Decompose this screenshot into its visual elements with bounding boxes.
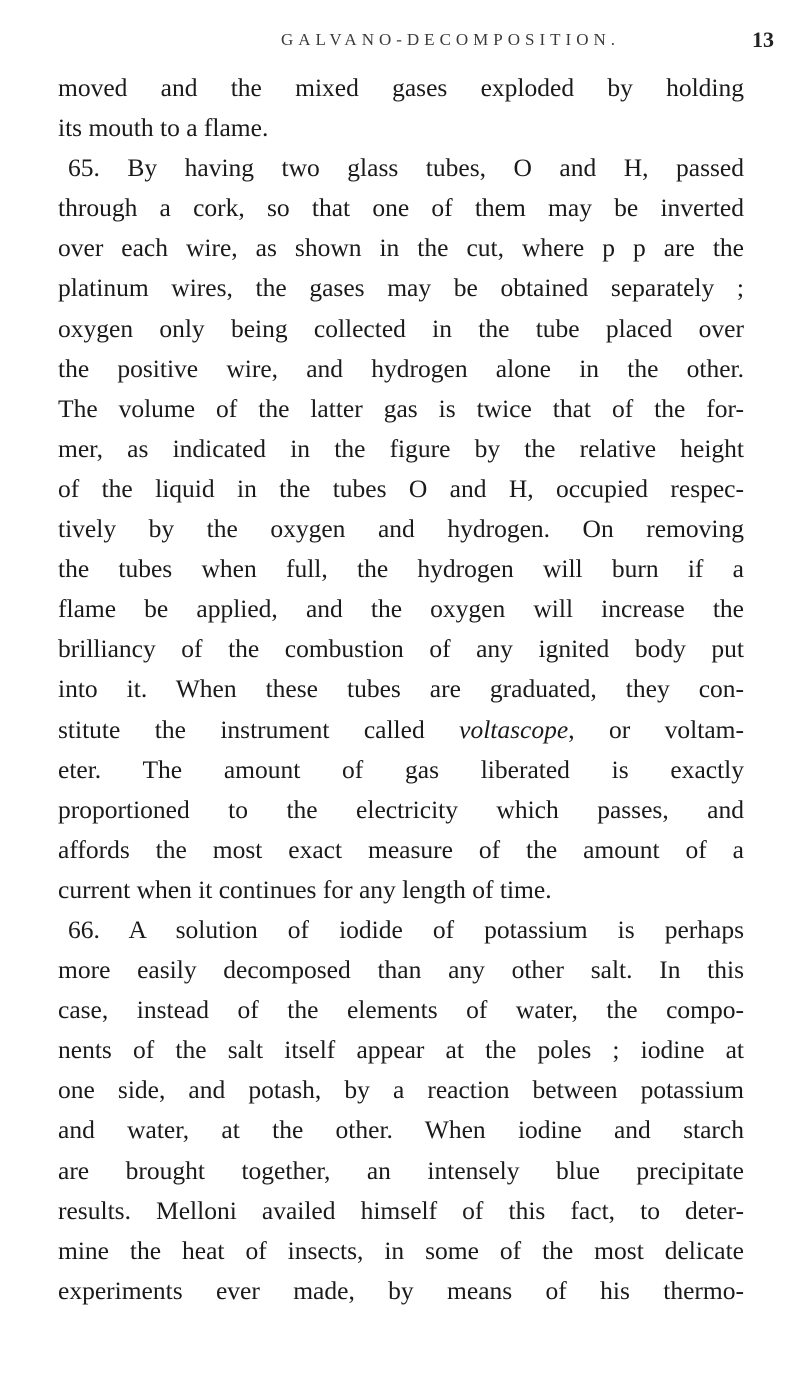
text-line: through a cork, so that one of them may be inverted xyxy=(58,193,744,223)
paragraph-65-start: 65. By having two glass tubes, O and H, passed xyxy=(68,153,744,183)
text-line: current when it continues for any length of time. xyxy=(58,874,552,904)
text-line: affords the most exact measure of the amount of a xyxy=(58,834,744,864)
text-line: brilliancy of the combustion of any ignited body put xyxy=(58,634,744,664)
page-number: 13 xyxy=(752,27,774,52)
text-line: are brought together, an intensely blue precipitate xyxy=(58,1155,744,1185)
body-text xyxy=(58,68,744,1311)
text-line-voltascope: stitute the instrument called voltascope, or voltam- xyxy=(58,714,744,744)
text-line: platinum wires, the gases may be obtained separately ; xyxy=(58,273,744,303)
text-line: case, instead of the elements of water, the compo- xyxy=(58,995,744,1025)
paragraph-66-start: 66. A solution of iodide of potassium is perhaps xyxy=(68,914,744,944)
text-line: of the liquid in the tubes O and H, occupied respec- xyxy=(58,473,744,503)
text-line: flame be applied, and the oxygen will increase the xyxy=(58,594,744,624)
text-line: The volume of the latter gas is twice that of the for- xyxy=(58,393,744,423)
text-line: more easily decomposed than any other salt. In this xyxy=(58,955,744,985)
text-line: proportioned to the electricity which passes, and xyxy=(58,794,744,824)
text-line: over each wire, as shown in the cut, where p p are the xyxy=(58,233,744,263)
running-head: GALVANO-DECOMPOSITION. xyxy=(280,30,620,49)
text-line: oxygen only being collected in the tube placed over xyxy=(58,313,744,343)
text-line: one side, and potash, by a reaction between potassium xyxy=(58,1075,744,1105)
text-line: experiments ever made, by means of his thermo- xyxy=(58,1275,744,1305)
text-line: tively by the oxygen and hydrogen. On removing xyxy=(58,514,744,544)
text-line: moved and the mixed gases exploded by holding xyxy=(58,73,744,102)
text-line: results. Melloni availed himself of this fact, to deter- xyxy=(58,1195,744,1225)
text-line: the tubes when full, the hydrogen will burn if a xyxy=(58,554,744,584)
text-line: and water, at the other. When iodine and starch xyxy=(58,1115,744,1145)
term-voltascope: voltascope xyxy=(459,714,569,744)
text-line: mine the heat of insects, in some of the most delicate xyxy=(58,1235,744,1265)
text-line: mer, as indicated in the figure by the relative height xyxy=(58,433,744,463)
text-line: nents of the salt itself appear at the poles ; iodine at xyxy=(58,1035,744,1065)
text-line: the positive wire, and hydrogen alone in the other. xyxy=(58,353,744,383)
text-line: into it. When these tubes are graduated, they con- xyxy=(58,674,744,704)
text-line: its mouth to a flame. xyxy=(58,113,269,143)
text-line: eter. The amount of gas liberated is exactly xyxy=(58,754,744,784)
